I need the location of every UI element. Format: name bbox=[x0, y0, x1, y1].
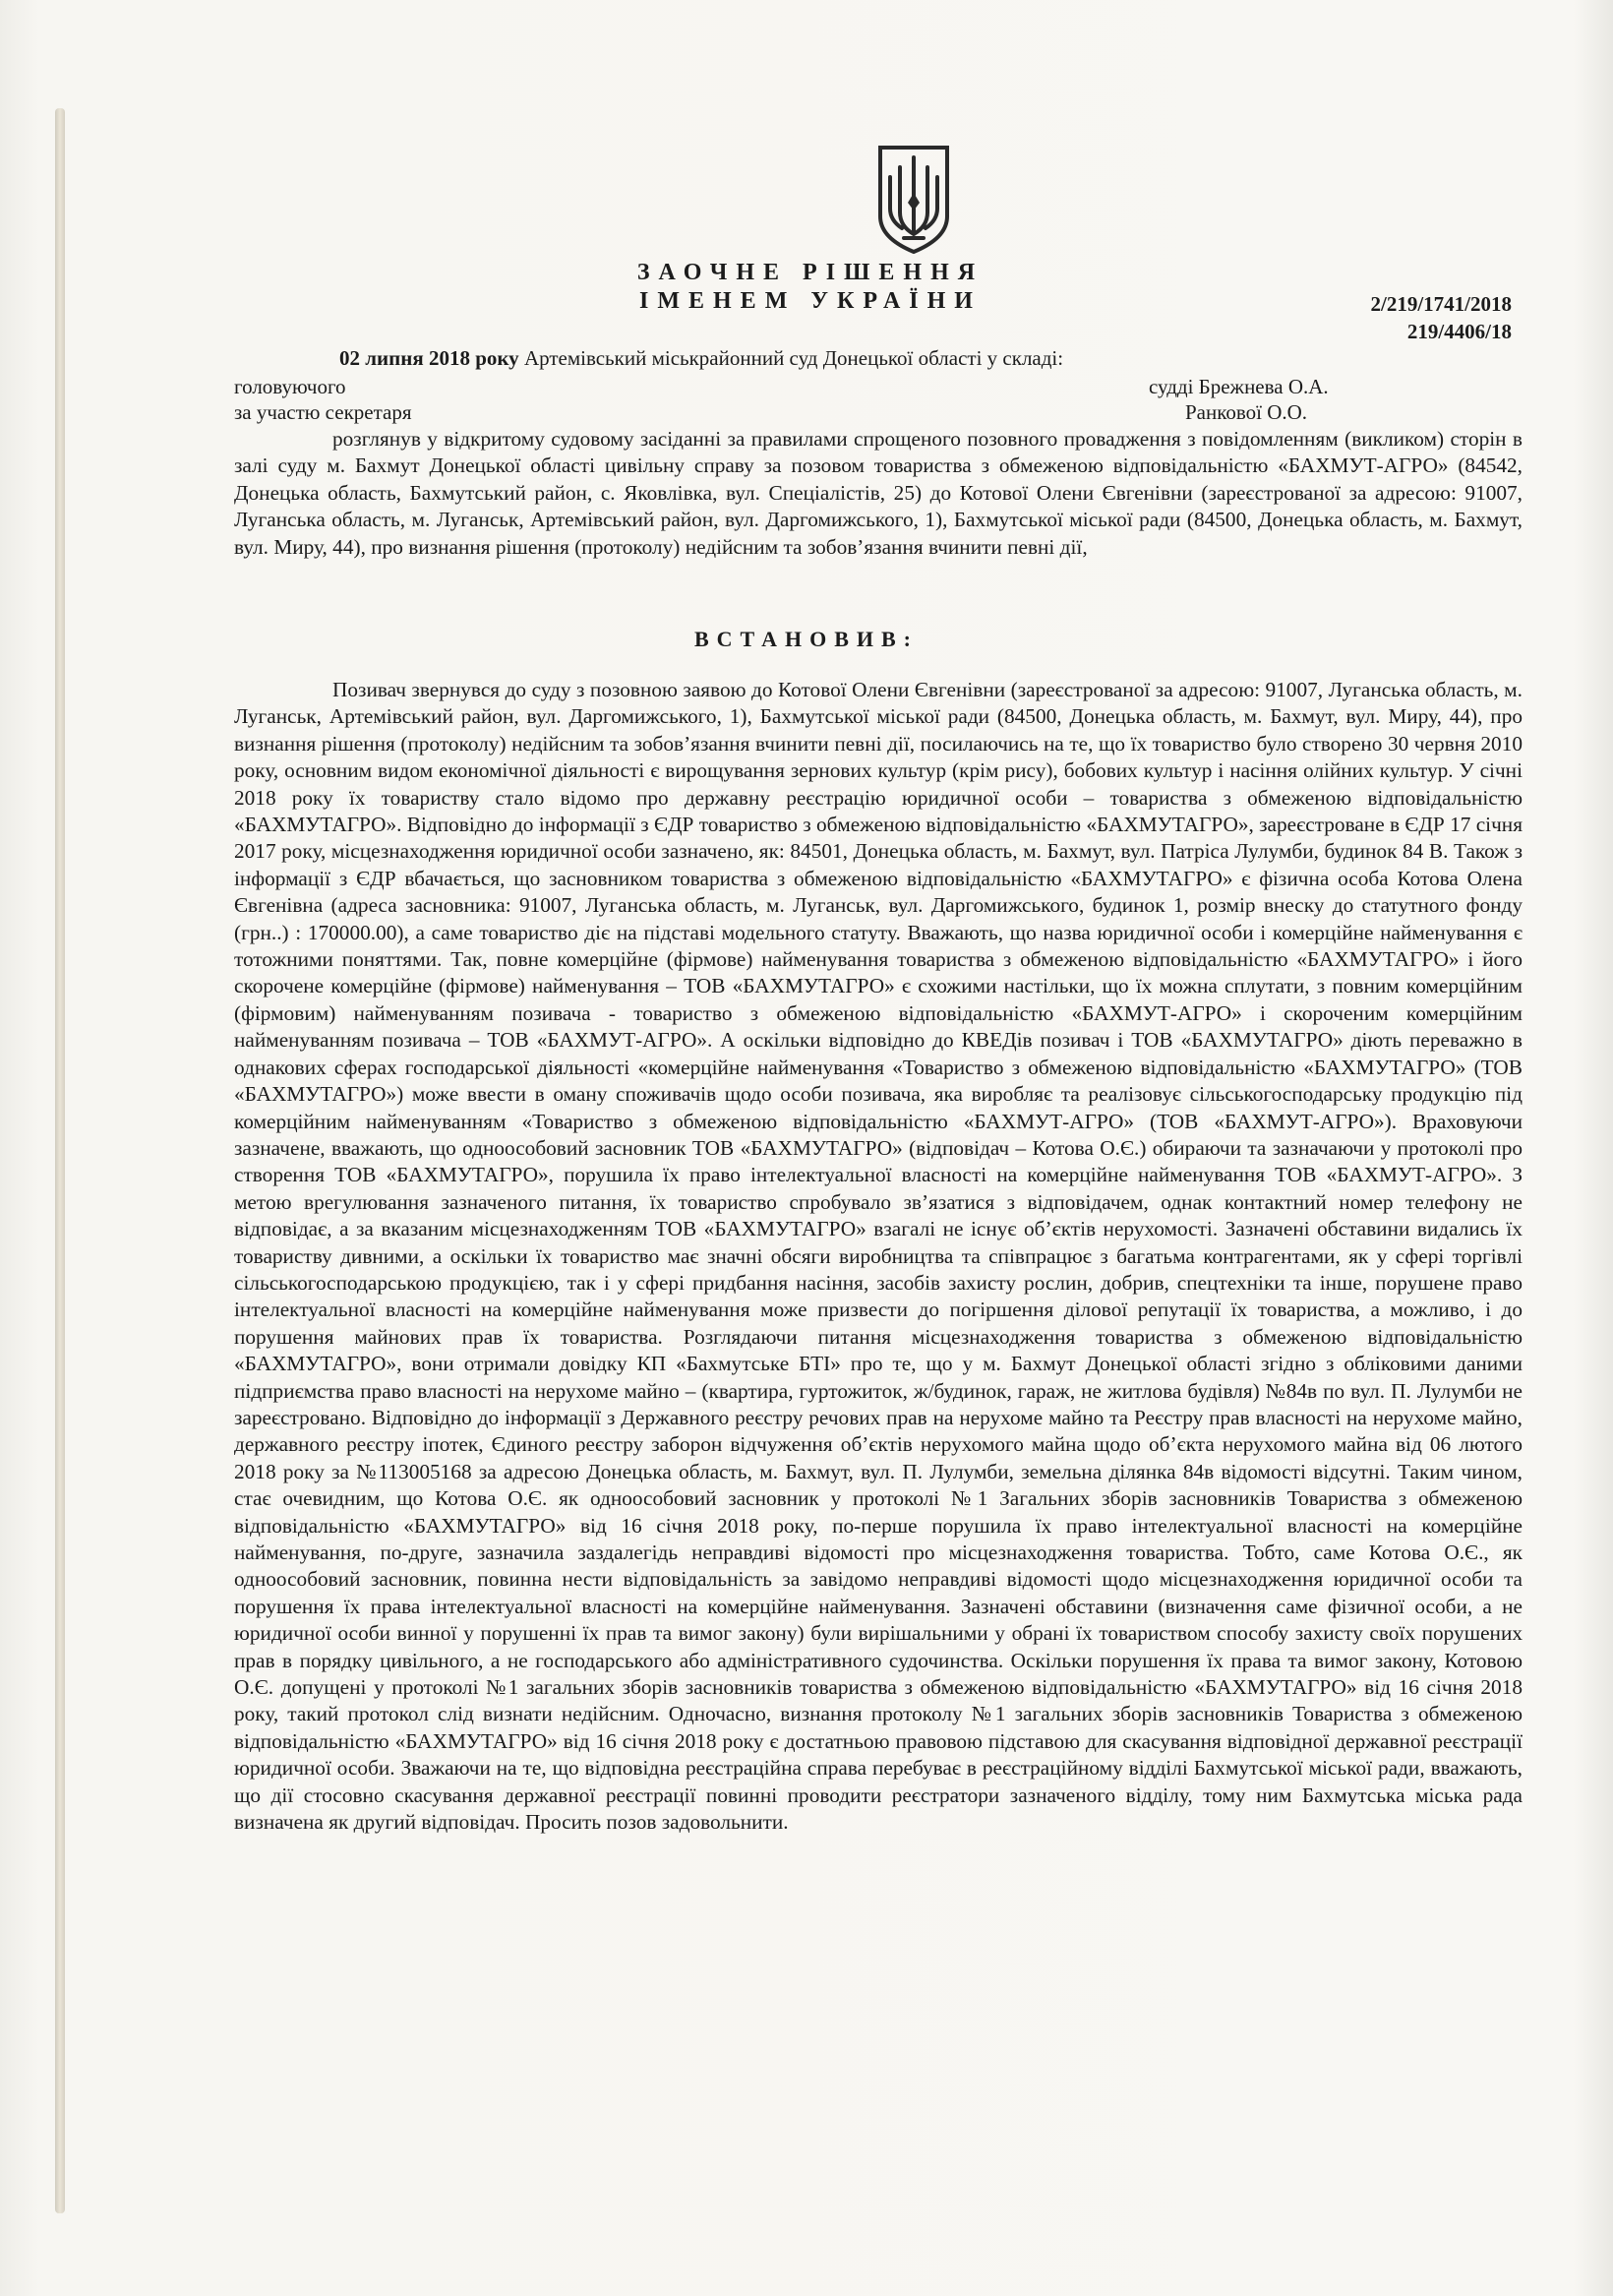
presiding-label: головуючого bbox=[234, 375, 346, 398]
document-title: ЗАОЧНЕ РІШЕННЯ bbox=[636, 260, 985, 285]
case-number: 2/219/1741/2018 bbox=[1370, 292, 1512, 316]
section-title-established: ВСТАНОВИВ: bbox=[693, 627, 920, 651]
secretary-name: Ранкової О.О. bbox=[1185, 400, 1308, 424]
coat-of-arms-icon bbox=[874, 144, 953, 256]
findings-text: Позивач звернувся до суду з позовною заявою до Котової Олени Євгенівни (зареєстрованої за адресою: 91007, Луганська область, м. Луганськ, Артемівський район, вул. Даргомижського, 1), Бахмутської міської ради (84500, Донецька область, м. Бахмут, вул. Миру, 44), про визнання рішення (протоколу) недійсним та зобов’язання вчинити певні дії, посилаючись на те, що їх товариство було створено 30 червня 2010 року, основним видом економічної діяльності є вирощування зернових культур (крім рису), бобових культур і насіння олійних культур. У січні 2018 року їх товариству стало відомо про державну реєстрацію юридичної особи – товариства з обмеженою відповідальністю «БАХМУТАГРО». Відповідно до інформації з ЄДР товариство з обмеженою відповідальністю «БАХМУТАГРО», зареєстроване в ЄДР 17 січня 2017 року, місцезнаходження юридичної особи зазначено, як: 84501, Донецька область, м. Бахмут, вул. Патріса Лулумби, будинок 84 В. Також з інформації з ЄДР вбачається, що засновником товариства з обмеженою відповідальністю «БАХМУТАГРО» є фізична особа Котова Олена Євгенівна (адреса засновника: 91007, Луганська область, м. Луганськ, вул. Даргомижського, будинок 1, розмір внеску до статутного фонду (грн..) : 170000.00), а саме товариство діє на підставі модельного статуту. Вважають, що назва юридичної особи і комерційне найменування є тотожними поняттями. Так, повне комерційне (фірмове) найменування товариства з обмеженою відповідальністю «БАХМУТАГРО» і його скорочене комерційне (фірмове) найменування – ТОВ «БАХМУТАГРО» є схожими настільки, що їх можна сплутати, з повним комерційним (фірмовим) найменуванням позивача - товариство з обмеженою відповідальністю «БАХМУТ-АГРО» і скороченим комерційним найменуванням позивача – ТОВ «БАХМУТ-АГРО». А оскільки відповідно до КВЕДів позивач і ТОВ «БАХМУТАГРО» діють переважно в однакових сферах господарської діяльності «комерційне найменування «Товариство з обмеженою відповідальністю «БАХМУТАГРО» (ТОВ «БАХМУТАГРО») може ввести в оману споживачів щодо особи позивача, яка виробляє та реалізовує сільськогосподарську продукцію під комерційним найменуванням «Товариство з обмеженою відповідальністю «БАХМУТ-АГРО» (ТОВ «БАХМУТ-АГРО»). Враховуючи зазначене, вважають, що одноособовий засновник ТОВ «БАХМУТАГРО» (відповідач – Котова О.Є.) обираючи та зазначаючи у протоколі про створення ТОВ «БАХМУТАГРО», порушила їх право інтелектуальної власності на комерційне найменування ТОВ «БАХМУТ-АГРО». З метою врегулювання зазначеного питання, їх товариство спробувало зв’язатися з відповідачем, однак контактний номер телефону не відповідає, а за вказаним місцезнаходженням ТОВ «БАХМУТАГРО» взагалі не існує об’єктів нерухомості. Зазначені обставини видались їх товариству дивними, а оскільки їх товариство має значні обсяги виробництва та співпрацює з багатьма контрагентами, як у сфері торгівлі сільськогосподарською продукцією, так і у сфері придбання насіння, засобів захисту рослин, добрив, спецтехніки та інше, порушене право інтелектуальної власності на комерційне найменування може призвести до погіршення ділової репутації їх товариства, а можливо, і до порушення майнових прав їх товариства. Розглядаючи питання місцезнаходження товариства з обмеженою відповідальністю «БАХМУТАГРО», вони отримали довідку КП «Бахмутське БТІ» про те, що у м. Бахмут Донецької області згідно з обліковими даними підприємства право власності на нерухоме майно – (квартира, гуртожиток, ж/будинок, гараж, не житлова будівля) №84в по вул. П. Лулумби не зареєстровано. Відповідно до інформації з Державного реєстру речових прав на нерухоме майно та Реєстру прав власності на нерухоме майно, державного реєстру іпотек, Єдиного реєстру заборон відчуження об’єктів нерухомого майна щодо об’єкта нерухомого майна від 06 лютого 2018 року за №113005168 за адресою Донецька область, м. Бахмут, вул. П. Лулумби, земельна ділянка 84в відомості відсутні. Таким чином, стає очевидним, що Котова О.Є. як одноособовий засновник у протоколі №1 Загальних зборів засновників Товариства з обмеженою відповідальністю «БАХМУТАГРО» від 16 січня 2018 року, по-перше порушила їх право інтелектуальної власності на комерційне найменування, по-друге, зазначила заздалегідь неправдиві відомості про місцезнаходження товариства. Тобто, саме Котова О.Є., як одноособовий засновник, повинна нести відповідальність за завідомо неправдиві відомості щодо місцезнаходження юридичної особи та порушення їх права інтелектуальної власності на комерційне найменування. Зазначені обставини (визначення саме фізичної особи, а не юридичної особи винної у порушенні їх прав та вимог закону) були вирішальними у обрані їх товариством способу захисту своїх порушених прав в порядку цивільного, а не господарського або адміністративного судочинства. Оскільки порушення їх права та вимог закону, Котовою О.Є. допущені у протоколі №1 загальних зборів засновників товариства з обмеженою відповідальністю «БАХМУТАГРО» від 16 січня 2018 року, такий протокол слід визнати недійсним. Одночасно, визнання протоколу №1 загальних зборів засновників Товариства з обмеженою відповідальністю «БАХМУТАГРО» від 16 січня 2018 року є достатньою правовою підставою для скасування відповідної державної реєстрації юридичної особи. Зважаючи на те, що відповідна реєстраційна справа перебуває в реєстраційному відділі Бахмутської міської ради, вважають, що дії стосовно скасування державної реєстрації повинні проводити реєстратори зазначеного відділу, тому ним Бахмутська міська рада визначена як другий відповідач. Просить позов задовольнити. bbox=[234, 678, 1523, 1835]
secretary-label: за участю секретаря bbox=[234, 400, 412, 424]
proceeding-number: 219/4406/18 bbox=[1406, 320, 1512, 343]
presiding-judge: судді Брежнева О.А. bbox=[1149, 375, 1329, 398]
intro-text: розглянув у відкритому судовому засіданні за правилами спрощеного позовного провадження з повідомленням (викликом) сторін в залі суду м. Бахмут Донецької області цивільну справу за позовом товариства з обмеженою відповідальністю «БАХМУТ-АГРО» (84542, Донецька область, Бахмутський район, с. Яковлівка, вул. Спеціалістів, 25) до Котової Олени Євгенівни (зареєстрованої за адресою: 91007, Луганська область, м. Луганськ, Артемівський район, вул. Даргомижського, 1), Бахмутської міської ради (84500, Донецька область, м. Бахмут, вул. Миру, 44), про визнання рішення (протоколу) недійсним та зобов’язання вчинити певні дії, bbox=[234, 427, 1523, 559]
court-composition: Артемівський міськрайонний суд Донецької області у складі: bbox=[523, 346, 1064, 370]
date-line bbox=[339, 346, 1063, 371]
binding-strip bbox=[55, 108, 65, 2213]
document-subtitle: ІМЕНЕМ УКРАЇНИ bbox=[639, 288, 982, 314]
intro-paragraph bbox=[234, 426, 1523, 561]
decision-date: 02 липня 2018 року bbox=[339, 346, 519, 370]
findings-paragraph bbox=[234, 677, 1523, 1836]
